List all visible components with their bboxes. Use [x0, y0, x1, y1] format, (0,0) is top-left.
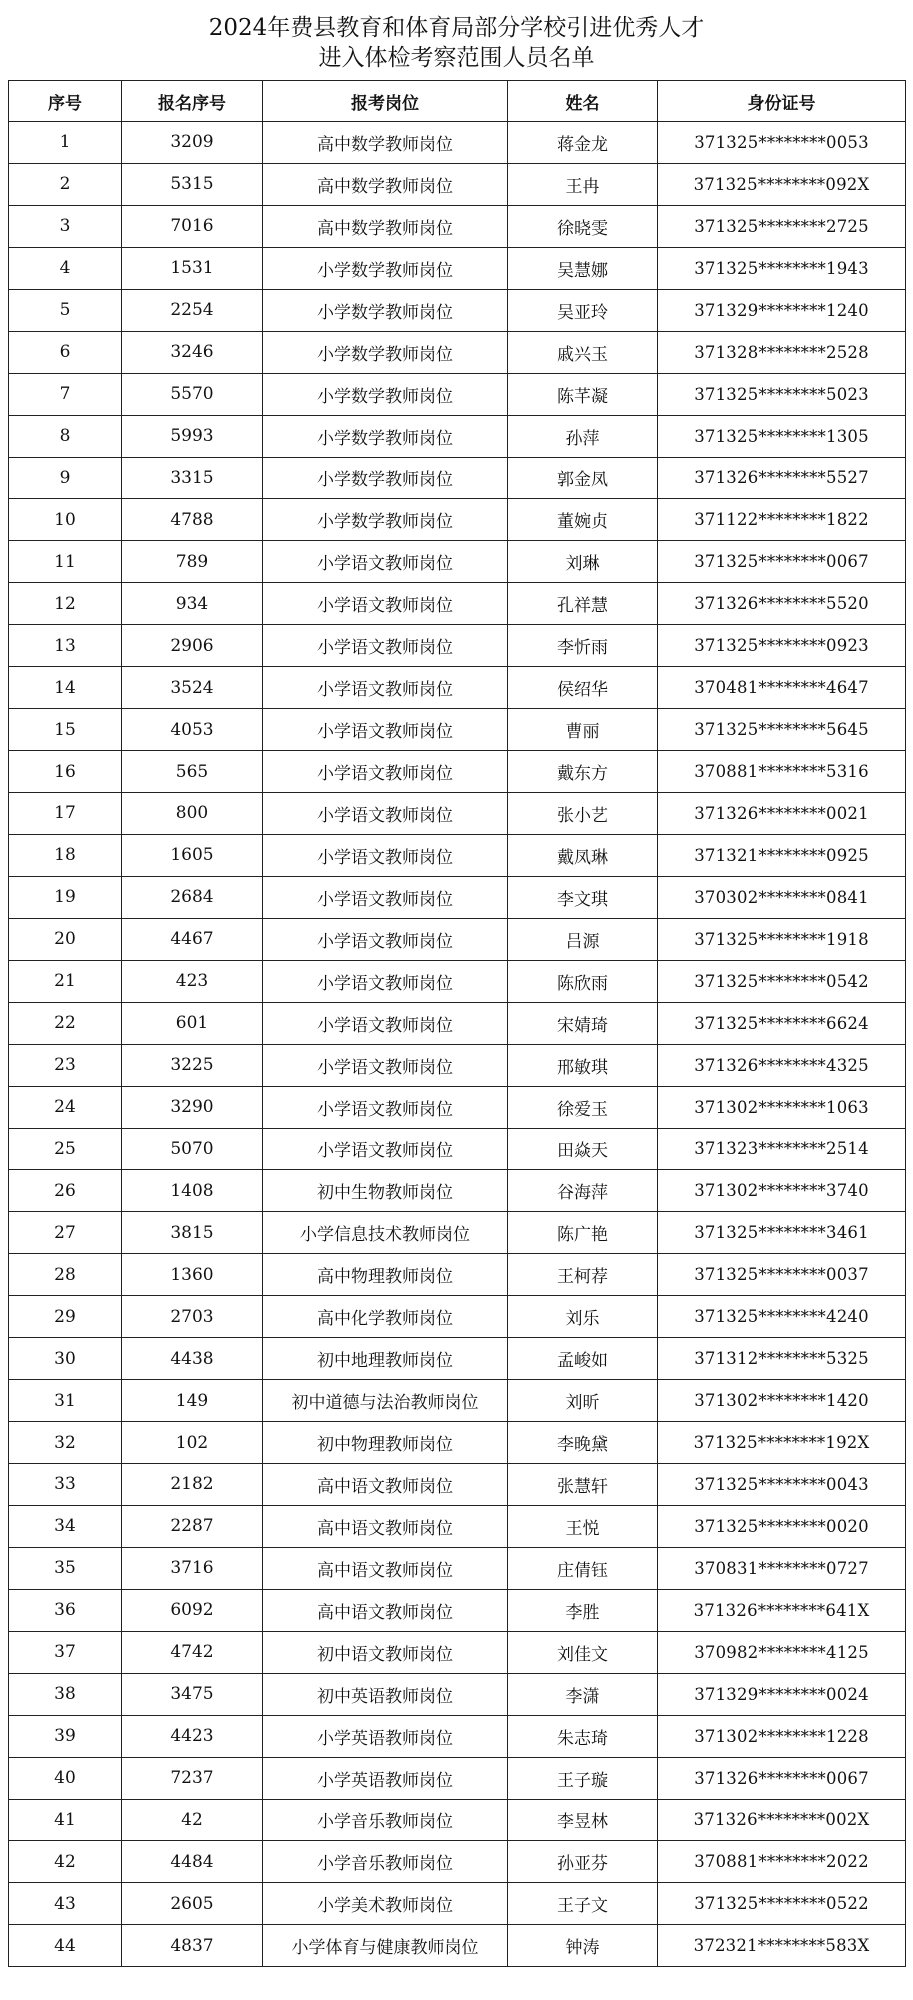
cell-reg-no: 3209 — [122, 122, 263, 164]
cell-id-number: 371326********641X — [658, 1589, 906, 1631]
cell-name: 吕源 — [508, 918, 658, 960]
table-row — [9, 205, 906, 247]
cell-name: 陈芊凝 — [508, 373, 658, 415]
cell-reg-no: 2684 — [122, 876, 263, 918]
cell-seq: 25 — [9, 1128, 122, 1170]
cell-reg-no: 601 — [122, 1002, 263, 1044]
table-row — [9, 1338, 906, 1380]
cell-name: 王柯荐 — [508, 1254, 658, 1296]
cell-name: 吴亚玲 — [508, 289, 658, 331]
cell-id-number: 371312********5325 — [658, 1338, 906, 1380]
cell-seq: 20 — [9, 918, 122, 960]
cell-reg-no: 1360 — [122, 1254, 263, 1296]
table-row — [9, 793, 906, 835]
cell-reg-no: 3290 — [122, 1086, 263, 1128]
cell-id-number: 371326********0021 — [658, 793, 906, 835]
cell-id-number: 371326********5527 — [658, 457, 906, 499]
cell-reg-no: 5993 — [122, 415, 263, 457]
cell-reg-no: 3815 — [122, 1212, 263, 1254]
cell-id-number: 371325********0542 — [658, 960, 906, 1002]
cell-seq: 13 — [9, 625, 122, 667]
cell-position: 小学美术教师岗位 — [263, 1883, 508, 1925]
cell-id-number: 371325********0043 — [658, 1464, 906, 1506]
cell-position: 小学数学教师岗位 — [263, 373, 508, 415]
cell-seq: 15 — [9, 709, 122, 751]
cell-reg-no: 6092 — [122, 1589, 263, 1631]
cell-id-number: 371302********1063 — [658, 1086, 906, 1128]
table-row — [9, 1086, 906, 1128]
table-row — [9, 834, 906, 876]
table-row — [9, 1715, 906, 1757]
cell-position: 小学语文教师岗位 — [263, 583, 508, 625]
cell-position: 小学数学教师岗位 — [263, 499, 508, 541]
cell-seq: 32 — [9, 1422, 122, 1464]
cell-position: 小学语文教师岗位 — [263, 541, 508, 583]
cell-position: 小学语文教师岗位 — [263, 834, 508, 876]
table-row — [9, 709, 906, 751]
cell-name: 朱志琦 — [508, 1715, 658, 1757]
cell-id-number: 371325********1305 — [658, 415, 906, 457]
cell-reg-no: 3246 — [122, 331, 263, 373]
cell-seq: 26 — [9, 1170, 122, 1212]
table-row — [9, 918, 906, 960]
cell-position: 小学语文教师岗位 — [263, 960, 508, 1002]
cell-reg-no: 2605 — [122, 1883, 263, 1925]
table-row — [9, 583, 906, 625]
cell-position: 小学语文教师岗位 — [263, 751, 508, 793]
cell-reg-no: 4438 — [122, 1338, 263, 1380]
table-row — [9, 499, 906, 541]
cell-seq: 8 — [9, 415, 122, 457]
cell-reg-no: 3225 — [122, 1044, 263, 1086]
cell-id-number: 371326********0067 — [658, 1757, 906, 1799]
cell-name: 陈欣雨 — [508, 960, 658, 1002]
table-row — [9, 876, 906, 918]
cell-position: 小学数学教师岗位 — [263, 457, 508, 499]
cell-name: 王子璇 — [508, 1757, 658, 1799]
cell-name: 徐爱玉 — [508, 1086, 658, 1128]
cell-id-number: 371329********1240 — [658, 289, 906, 331]
cell-position: 初中道德与法治教师岗位 — [263, 1380, 508, 1422]
cell-position: 高中语文教师岗位 — [263, 1547, 508, 1589]
cell-id-number: 371122********1822 — [658, 499, 906, 541]
cell-position: 小学语文教师岗位 — [263, 1002, 508, 1044]
cell-reg-no: 4423 — [122, 1715, 263, 1757]
cell-name: 田焱天 — [508, 1128, 658, 1170]
table-header-row — [9, 81, 906, 122]
cell-reg-no: 800 — [122, 793, 263, 835]
cell-seq: 38 — [9, 1673, 122, 1715]
cell-seq: 4 — [9, 247, 122, 289]
table-row — [9, 1422, 906, 1464]
table-row — [9, 1631, 906, 1673]
cell-id-number: 371325********092X — [658, 163, 906, 205]
cell-position: 初中语文教师岗位 — [263, 1631, 508, 1673]
cell-position: 初中生物教师岗位 — [263, 1170, 508, 1212]
cell-position: 高中数学教师岗位 — [263, 163, 508, 205]
cell-name: 钟涛 — [508, 1925, 658, 1967]
table-row — [9, 1799, 906, 1841]
cell-seq: 14 — [9, 667, 122, 709]
cell-seq: 21 — [9, 960, 122, 1002]
cell-id-number: 371325********0053 — [658, 122, 906, 164]
cell-position: 小学音乐教师岗位 — [263, 1799, 508, 1841]
cell-reg-no: 2254 — [122, 289, 263, 331]
cell-seq: 24 — [9, 1086, 122, 1128]
cell-name: 王冉 — [508, 163, 658, 205]
table-row — [9, 960, 906, 1002]
table-row — [9, 541, 906, 583]
cell-id-number: 371323********2514 — [658, 1128, 906, 1170]
table-row — [9, 1505, 906, 1547]
cell-seq: 40 — [9, 1757, 122, 1799]
table-row — [9, 625, 906, 667]
cell-seq: 3 — [9, 205, 122, 247]
cell-name: 蒋金龙 — [508, 122, 658, 164]
cell-position: 高中化学教师岗位 — [263, 1296, 508, 1338]
cell-position: 高中数学教师岗位 — [263, 205, 508, 247]
cell-name: 董婉贞 — [508, 499, 658, 541]
cell-seq: 6 — [9, 331, 122, 373]
cell-name: 孙亚芬 — [508, 1841, 658, 1883]
cell-id-number: 370982********4125 — [658, 1631, 906, 1673]
cell-seq: 35 — [9, 1547, 122, 1589]
cell-seq: 31 — [9, 1380, 122, 1422]
cell-position: 小学数学教师岗位 — [263, 247, 508, 289]
cell-position: 小学语文教师岗位 — [263, 625, 508, 667]
cell-id-number: 371325********0020 — [658, 1505, 906, 1547]
cell-id-number: 371325********0037 — [658, 1254, 906, 1296]
cell-reg-no: 2182 — [122, 1464, 263, 1506]
cell-reg-no: 3475 — [122, 1673, 263, 1715]
cell-reg-no: 1408 — [122, 1170, 263, 1212]
cell-id-number: 371325********0067 — [658, 541, 906, 583]
cell-reg-no: 2287 — [122, 1505, 263, 1547]
cell-name: 侯绍华 — [508, 667, 658, 709]
cell-name: 李昱林 — [508, 1799, 658, 1841]
cell-name: 陈广艳 — [508, 1212, 658, 1254]
cell-seq: 29 — [9, 1296, 122, 1338]
cell-id-number: 371325********1918 — [658, 918, 906, 960]
cell-seq: 37 — [9, 1631, 122, 1673]
cell-id-number: 372321********583X — [658, 1925, 906, 1967]
cell-id-number: 371325********5023 — [658, 373, 906, 415]
table-body — [9, 122, 906, 1967]
candidate-table — [8, 80, 906, 1967]
cell-reg-no: 4467 — [122, 918, 263, 960]
cell-name: 孔祥慧 — [508, 583, 658, 625]
cell-reg-no: 3315 — [122, 457, 263, 499]
cell-reg-no: 7016 — [122, 205, 263, 247]
cell-reg-no: 934 — [122, 583, 263, 625]
cell-id-number: 371302********1228 — [658, 1715, 906, 1757]
cell-name: 李文琪 — [508, 876, 658, 918]
cell-position: 小学语文教师岗位 — [263, 918, 508, 960]
cell-seq: 17 — [9, 793, 122, 835]
cell-seq: 2 — [9, 163, 122, 205]
cell-reg-no: 5570 — [122, 373, 263, 415]
cell-position: 初中物理教师岗位 — [263, 1422, 508, 1464]
cell-name: 李胜 — [508, 1589, 658, 1631]
cell-id-number: 371321********0925 — [658, 834, 906, 876]
cell-position: 小学英语教师岗位 — [263, 1715, 508, 1757]
table-row — [9, 1673, 906, 1715]
cell-reg-no: 1605 — [122, 834, 263, 876]
cell-position: 高中语文教师岗位 — [263, 1505, 508, 1547]
cell-reg-no: 2703 — [122, 1296, 263, 1338]
table-row — [9, 1925, 906, 1967]
cell-seq: 34 — [9, 1505, 122, 1547]
table-row — [9, 289, 906, 331]
table-row — [9, 1212, 906, 1254]
cell-seq: 5 — [9, 289, 122, 331]
cell-position: 小学数学教师岗位 — [263, 289, 508, 331]
cell-id-number: 371325********5645 — [658, 709, 906, 751]
cell-position: 小学体育与健康教师岗位 — [263, 1925, 508, 1967]
cell-position: 高中语文教师岗位 — [263, 1464, 508, 1506]
table-row — [9, 1380, 906, 1422]
cell-position: 高中数学教师岗位 — [263, 122, 508, 164]
cell-seq: 16 — [9, 751, 122, 793]
cell-reg-no: 149 — [122, 1380, 263, 1422]
cell-name: 刘琳 — [508, 541, 658, 583]
cell-name: 王子文 — [508, 1883, 658, 1925]
cell-name: 张小艺 — [508, 793, 658, 835]
table-row — [9, 1170, 906, 1212]
cell-position: 小学信息技术教师岗位 — [263, 1212, 508, 1254]
cell-id-number: 370302********0841 — [658, 876, 906, 918]
table-row — [9, 1128, 906, 1170]
cell-name: 李潇 — [508, 1673, 658, 1715]
cell-seq: 30 — [9, 1338, 122, 1380]
cell-name: 徐晓雯 — [508, 205, 658, 247]
cell-seq: 10 — [9, 499, 122, 541]
cell-position: 小学数学教师岗位 — [263, 331, 508, 373]
cell-position: 小学英语教师岗位 — [263, 1757, 508, 1799]
cell-seq: 33 — [9, 1464, 122, 1506]
table-row — [9, 751, 906, 793]
header-reg-no: 报名序号 — [122, 81, 263, 122]
cell-id-number: 371302********1420 — [658, 1380, 906, 1422]
cell-position: 小学语文教师岗位 — [263, 709, 508, 751]
cell-seq: 7 — [9, 373, 122, 415]
cell-reg-no: 1531 — [122, 247, 263, 289]
cell-id-number: 371325********2725 — [658, 205, 906, 247]
cell-name: 邢敏琪 — [508, 1044, 658, 1086]
cell-id-number: 371325********4240 — [658, 1296, 906, 1338]
cell-reg-no: 4837 — [122, 1925, 263, 1967]
cell-id-number: 371326********5520 — [658, 583, 906, 625]
cell-id-number: 371326********002X — [658, 1799, 906, 1841]
cell-position: 小学语文教师岗位 — [263, 876, 508, 918]
document-title-line-2: 进入体检考察范围人员名单 — [318, 45, 595, 71]
cell-name: 孙萍 — [508, 415, 658, 457]
cell-reg-no: 565 — [122, 751, 263, 793]
cell-id-number: 371325********3461 — [658, 1212, 906, 1254]
cell-reg-no: 4484 — [122, 1841, 263, 1883]
table-row — [9, 331, 906, 373]
cell-name: 戚兴玉 — [508, 331, 658, 373]
cell-reg-no: 423 — [122, 960, 263, 1002]
cell-seq: 1 — [9, 122, 122, 164]
cell-id-number: 370881********5316 — [658, 751, 906, 793]
cell-name: 孟峻如 — [508, 1338, 658, 1380]
cell-id-number: 371325********6624 — [658, 1002, 906, 1044]
cell-name: 张慧轩 — [508, 1464, 658, 1506]
cell-id-number: 371329********0024 — [658, 1673, 906, 1715]
cell-seq: 19 — [9, 876, 122, 918]
cell-position: 小学语文教师岗位 — [263, 667, 508, 709]
cell-seq: 22 — [9, 1002, 122, 1044]
cell-position: 小学数学教师岗位 — [263, 415, 508, 457]
cell-id-number: 370481********4647 — [658, 667, 906, 709]
table-row — [9, 415, 906, 457]
table-row — [9, 373, 906, 415]
cell-name: 李忻雨 — [508, 625, 658, 667]
cell-reg-no: 2906 — [122, 625, 263, 667]
cell-id-number: 370881********2022 — [658, 1841, 906, 1883]
cell-position: 小学语文教师岗位 — [263, 1044, 508, 1086]
cell-seq: 28 — [9, 1254, 122, 1296]
cell-seq: 44 — [9, 1925, 122, 1967]
cell-name: 刘佳文 — [508, 1631, 658, 1673]
cell-name: 庄倩钰 — [508, 1547, 658, 1589]
cell-id-number: 371326********4325 — [658, 1044, 906, 1086]
cell-name: 戴凤琳 — [508, 834, 658, 876]
cell-seq: 39 — [9, 1715, 122, 1757]
cell-reg-no: 4742 — [122, 1631, 263, 1673]
table-row — [9, 1254, 906, 1296]
table-row — [9, 1841, 906, 1883]
table-row — [9, 1464, 906, 1506]
cell-id-number: 371325********0923 — [658, 625, 906, 667]
cell-name: 李晚黛 — [508, 1422, 658, 1464]
table-row — [9, 122, 906, 164]
cell-name: 刘昕 — [508, 1380, 658, 1422]
cell-reg-no: 7237 — [122, 1757, 263, 1799]
cell-position: 小学语文教师岗位 — [263, 793, 508, 835]
table-row — [9, 1044, 906, 1086]
cell-seq: 42 — [9, 1841, 122, 1883]
cell-position: 高中物理教师岗位 — [263, 1254, 508, 1296]
cell-seq: 23 — [9, 1044, 122, 1086]
header-seq: 序号 — [9, 81, 122, 122]
table-row — [9, 1296, 906, 1338]
cell-position: 小学语文教师岗位 — [263, 1086, 508, 1128]
cell-name: 曹丽 — [508, 709, 658, 751]
cell-reg-no: 42 — [122, 1799, 263, 1841]
table-row — [9, 1589, 906, 1631]
cell-id-number: 371325********192X — [658, 1422, 906, 1464]
cell-seq: 43 — [9, 1883, 122, 1925]
table-row — [9, 247, 906, 289]
cell-position: 小学音乐教师岗位 — [263, 1841, 508, 1883]
header-position: 报考岗位 — [263, 81, 508, 122]
cell-seq: 41 — [9, 1799, 122, 1841]
table-row — [9, 1883, 906, 1925]
table-row — [9, 1547, 906, 1589]
cell-seq: 18 — [9, 834, 122, 876]
cell-position: 初中地理教师岗位 — [263, 1338, 508, 1380]
header-name: 姓名 — [508, 81, 658, 122]
cell-seq: 27 — [9, 1212, 122, 1254]
document-title-line-1: 2024年费县教育和体育局部分学校引进优秀人才 — [208, 15, 705, 41]
cell-id-number: 371325********0522 — [658, 1883, 906, 1925]
cell-name: 宋婧琦 — [508, 1002, 658, 1044]
cell-id-number: 371325********1943 — [658, 247, 906, 289]
cell-reg-no: 4053 — [122, 709, 263, 751]
cell-reg-no: 3716 — [122, 1547, 263, 1589]
cell-name: 郭金凤 — [508, 457, 658, 499]
cell-reg-no: 102 — [122, 1422, 263, 1464]
cell-seq: 36 — [9, 1589, 122, 1631]
cell-name: 王悦 — [508, 1505, 658, 1547]
cell-seq: 12 — [9, 583, 122, 625]
cell-position: 高中语文教师岗位 — [263, 1589, 508, 1631]
table-row — [9, 457, 906, 499]
cell-seq: 11 — [9, 541, 122, 583]
cell-position: 初中英语教师岗位 — [263, 1673, 508, 1715]
cell-reg-no: 5070 — [122, 1128, 263, 1170]
cell-name: 吴慧娜 — [508, 247, 658, 289]
cell-reg-no: 5315 — [122, 163, 263, 205]
cell-id-number: 371302********3740 — [658, 1170, 906, 1212]
cell-name: 戴东方 — [508, 751, 658, 793]
table-row — [9, 1002, 906, 1044]
cell-name: 谷海萍 — [508, 1170, 658, 1212]
table-row — [9, 1757, 906, 1799]
cell-seq: 9 — [9, 457, 122, 499]
cell-id-number: 371328********2528 — [658, 331, 906, 373]
cell-reg-no: 4788 — [122, 499, 263, 541]
cell-position: 小学语文教师岗位 — [263, 1128, 508, 1170]
cell-reg-no: 3524 — [122, 667, 263, 709]
cell-id-number: 370831********0727 — [658, 1547, 906, 1589]
cell-name: 刘乐 — [508, 1296, 658, 1338]
table-row — [9, 163, 906, 205]
header-id-number: 身份证号 — [658, 81, 906, 122]
cell-reg-no: 789 — [122, 541, 263, 583]
table-row — [9, 667, 906, 709]
